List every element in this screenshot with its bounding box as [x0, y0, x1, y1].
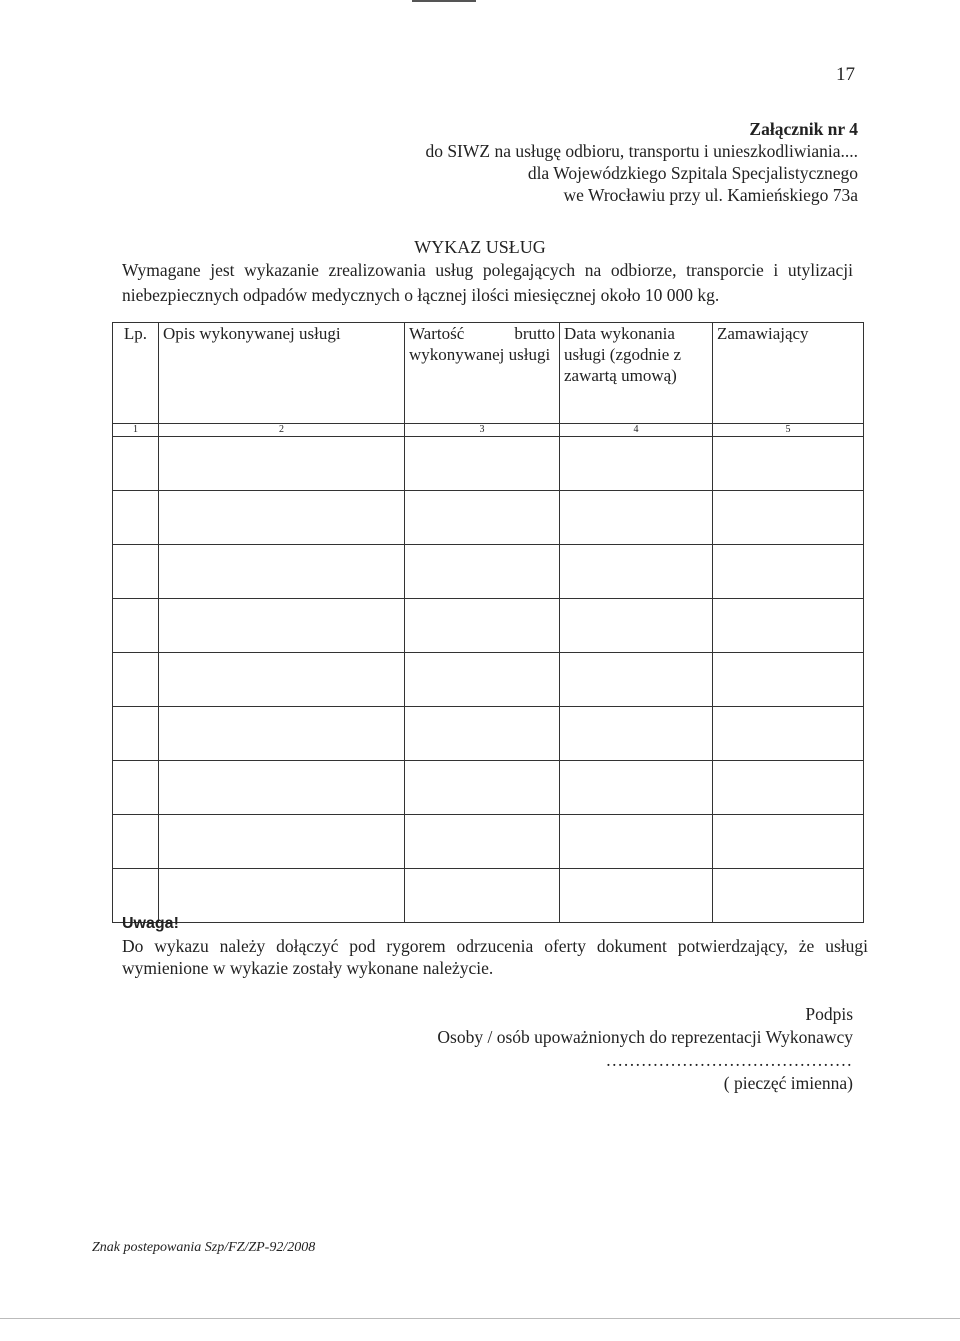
table-cell[interactable]	[713, 545, 864, 599]
table-cell[interactable]	[159, 653, 405, 707]
signature-block	[437, 1003, 853, 1095]
table-cell[interactable]	[405, 437, 560, 491]
signature-stamp: ( pieczęć imienna)	[723, 1073, 853, 1093]
column-number: 1	[113, 424, 159, 437]
table-cell[interactable]	[405, 815, 560, 869]
header-value	[405, 323, 560, 424]
header-value-word2: brutto	[514, 324, 555, 343]
table-cell[interactable]	[405, 491, 560, 545]
note-block	[122, 913, 868, 979]
table-cell[interactable]	[405, 707, 560, 761]
table-row	[113, 437, 864, 491]
table-cell[interactable]	[113, 761, 159, 815]
header-value-word1: Wartość	[409, 324, 465, 343]
table-cell[interactable]	[560, 707, 713, 761]
table-cell[interactable]	[113, 599, 159, 653]
table-row	[113, 599, 864, 653]
table-cell[interactable]	[113, 545, 159, 599]
table-cell[interactable]	[113, 653, 159, 707]
table-cell[interactable]	[113, 437, 159, 491]
scan-bottom-edge	[0, 1318, 960, 1319]
table-cell[interactable]	[159, 545, 405, 599]
signature-line: ..........................................	[606, 1050, 853, 1070]
column-number-row	[113, 424, 864, 437]
table-header-row	[113, 323, 864, 424]
table-cell[interactable]	[713, 437, 864, 491]
table-cell[interactable]	[113, 815, 159, 869]
attachment-title: Załącznik nr 4	[749, 119, 858, 139]
table-cell[interactable]	[113, 707, 159, 761]
column-number: 2	[159, 424, 405, 437]
page-number: 17	[836, 64, 855, 85]
requirement-text: Wymagane jest wykazanie zrealizowania usług polegających na odbiorze, transporcie i utylizacji niebezpiecznych odpadów medycznych o łącznej ilości miesięcznej około 10 000 kg.	[122, 260, 853, 305]
attachment-header	[425, 118, 858, 206]
note-heading: Uwaga!	[122, 915, 179, 932]
table-cell[interactable]	[159, 761, 405, 815]
attachment-line-1: do SIWZ na usługę odbioru, transportu i unieszkodliwiania....	[425, 141, 858, 161]
table-cell[interactable]	[405, 599, 560, 653]
table-cell[interactable]	[560, 653, 713, 707]
signature-persons: Osoby / osób upoważnionych do reprezentacji Wykonawcy	[437, 1027, 853, 1047]
note-text: Do wykazu należy dołączyć pod rygorem odrzucenia oferty dokument potwierdzający, że usługi wymienione w wykazie zostały wykonane należycie.	[122, 936, 868, 978]
table-cell[interactable]	[560, 815, 713, 869]
services-table	[112, 322, 864, 923]
signature-label: Podpis	[805, 1004, 853, 1024]
table-cell[interactable]	[159, 437, 405, 491]
table-cell[interactable]	[159, 599, 405, 653]
header-value-rest: wykonywanej usługi	[409, 345, 551, 364]
document-title: WYKAZ USŁUG	[414, 237, 546, 257]
attachment-line-3: we Wrocławiu przy ul. Kamieńskiego 73a	[563, 185, 858, 205]
table-cell[interactable]	[113, 491, 159, 545]
table-row	[113, 545, 864, 599]
header-description: Opis wykonywanej usługi	[159, 323, 405, 424]
column-number: 4	[560, 424, 713, 437]
header-date: Data wykonania usługi (zgodnie z zawartą umową)	[560, 323, 713, 424]
column-number: 3	[405, 424, 560, 437]
table-row	[113, 815, 864, 869]
table-cell[interactable]	[713, 815, 864, 869]
table-cell[interactable]	[560, 761, 713, 815]
table-cell[interactable]	[713, 491, 864, 545]
table-cell[interactable]	[713, 653, 864, 707]
table-cell[interactable]	[405, 761, 560, 815]
table-row	[113, 761, 864, 815]
table-cell[interactable]	[159, 815, 405, 869]
table-cell[interactable]	[405, 545, 560, 599]
table-cell[interactable]	[560, 491, 713, 545]
table-cell[interactable]	[405, 653, 560, 707]
table-cell[interactable]	[159, 707, 405, 761]
column-number: 5	[713, 424, 864, 437]
header-client: Zamawiający	[713, 323, 864, 424]
attachment-line-2: dla Wojewódzkiego Szpitala Specjalistycznego	[527, 163, 858, 183]
table-cell[interactable]	[713, 761, 864, 815]
table-row	[113, 653, 864, 707]
table-row	[113, 707, 864, 761]
table-cell[interactable]	[159, 491, 405, 545]
table-cell[interactable]	[713, 599, 864, 653]
table-cell[interactable]	[713, 707, 864, 761]
table-cell[interactable]	[560, 437, 713, 491]
table-cell[interactable]	[560, 599, 713, 653]
table-cell[interactable]	[560, 545, 713, 599]
scan-top-mark	[412, 0, 476, 2]
procedure-reference: Znak postepowania Szp/FZ/ZP-92/2008	[92, 1240, 316, 1255]
header-lp: Lp.	[113, 323, 159, 424]
table-row	[113, 491, 864, 545]
